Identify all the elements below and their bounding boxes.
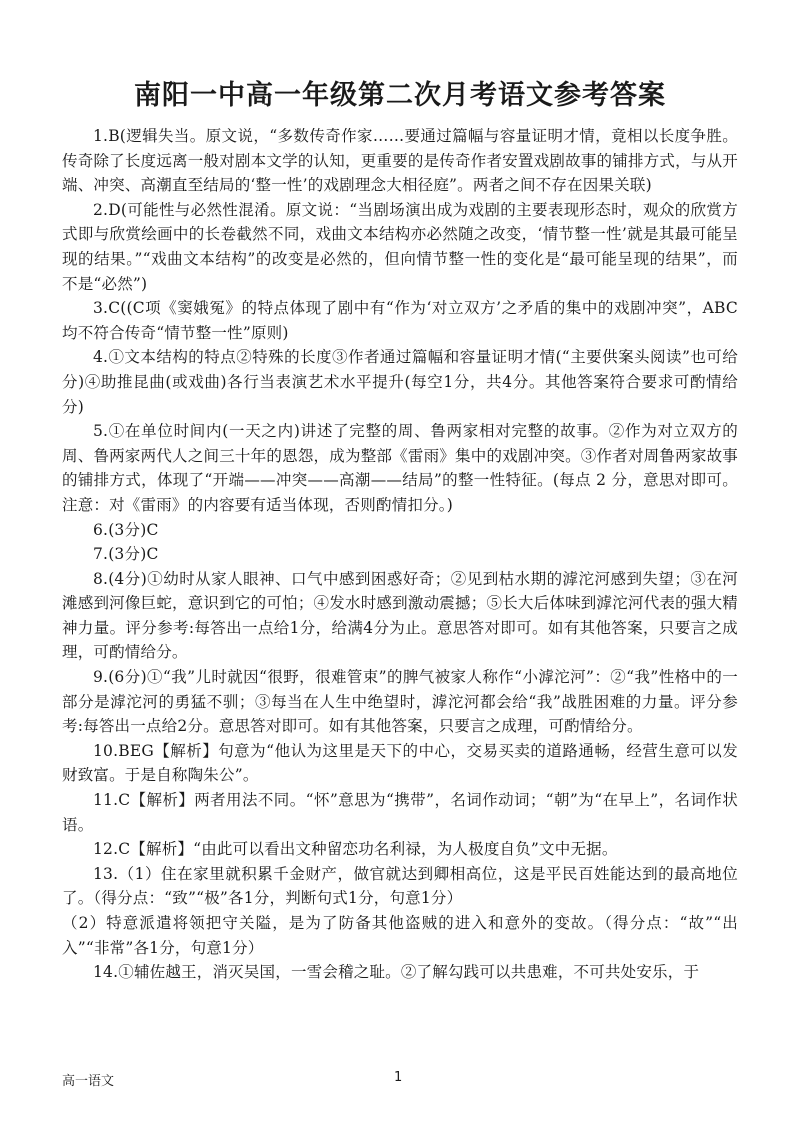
answer-2: 2.D(可能性与必然性混淆。原文说：“当剧场演出成为戏剧的主要表现形态时，观众的欣赏方式即与欣赏绘画中的长卷截然不同，戏曲文本结构亦必然随之改变，‘情节整一性’就是其最可能呈现的结果。”“戏曲文本结构”的改变是必然的，但向情节整一性的变化是“最可能呈现的结果”，而不是“必然”) [62, 200, 738, 293]
answer-5: 5.①在单位时间内(一天之内)讲述了完整的周、鲁两家相对完整的故事。②作为对立双方的周、鲁两家两代人之间三十年的恩怨，成为整部《雷雨》集中的戏剧冲突。③作者对周鲁两家故事的铺排方式，体现了“开端——冲突——高潮——结局”的整一性特征。(每点 2 分，意思对即可。注意：对《雷雨》的内容要有适当体现，否则酌情扣分。) [62, 422, 738, 514]
answer-9: 9.(6分)①“我”儿时就因“很野，很难管束”的脾气被家人称作“小滹沱河”：②“我”性格中的一部分是滹沱河的勇猛不驯；③每当在人生中绝望时，滹沱河都会给“我”战胜困难的力量。评分参考:每答出一点给2分。意思答对即可。如有其他答案，只要言之成理，可酌情给分。 [62, 668, 738, 736]
answer-4: 4.①文本结构的特点②特殊的长度③作者通过篇幅和容量证明才情(“主要供案头阅读”也可给分)④助推昆曲(或戏曲)各行当表演艺术水平提升(每空1分，共4分。其他答案符合要求可酌情给分) [62, 348, 738, 416]
answer-8: 8.(4分)①幼时从家人眼神、口气中感到困惑好奇；②见到枯水期的滹沱河感到失望；③在河滩感到河像巨蛇，意识到它的可怕；④发水时感到激动震撼；⑤长大后体味到滹沱河代表的强大精神力量。评分参考:每答出一点给1分，给满4分为止。意思答对即可。如有其他答案，只要言之成理，可酌情给分。 [62, 569, 738, 662]
footer-page-number: 1 [394, 1070, 403, 1085]
footer-subject-label: 高一语文 [62, 1074, 115, 1089]
answer-10: 10.BEG【解析】句意为“他认为这里是天下的中心，交易买卖的道路通畅，经营生意可以发财致富。于是自称陶朱公”。 [62, 741, 738, 785]
answer-13-part-1: 13.（1）住在家里就积累千金财产，做官就达到卿相高位，这是平民百姓能达到的最高地位了。（得分点：“致”“极”各1分，判断句式1分，句意1分） [62, 864, 738, 908]
answer-13-part-2: （2）特意派遣将领把守关隘，是为了防备其他盗贼的进入和意外的变故。（得分点：“故”“出入”“非常”各1分，句意1分） [62, 914, 738, 957]
answer-11: 11.C【解析】两者用法不同。“怀”意思为“携带”，名词作动词；“朝”为“在早上”，名词作状语。 [62, 791, 738, 834]
answer-6: 6.(3分)C [93, 520, 159, 539]
answer-12: 12.C【解析】“由此可以看出文种留恋功名利禄，为人极度自负”文中无据。 [93, 840, 618, 859]
page-title: 南阳一中高一年级第二次月考语文参考答案 [134, 80, 666, 111]
answer-3: 3.C((C项《窦娥冤》的特点体现了剧中有“作为‘对立双方’之矛盾的集中的戏剧冲突”，ABC均不符合传奇“情节整一性”原则) [62, 299, 738, 342]
answer-1: 1.B(逻辑失当。原文说，“多数传奇作家……要通过篇幅与容量证明才情，竟相以长度争胜。传奇除了长度远离一般对剧本文学的认知，更重要的是传奇作者安置戏剧故事的铺排方式，与从开端、冲突、高潮直至结局的‘整一性’的戏剧理念大相径庭”。两者之间不存在因果关联) [62, 127, 738, 195]
answer-14: 14.①辅佐越王，消灭吴国，一雪会稽之耻。②了解勾践可以共患难，不可共处安乐，于 [93, 963, 700, 982]
answer-7: 7.(3分)C [93, 545, 159, 564]
